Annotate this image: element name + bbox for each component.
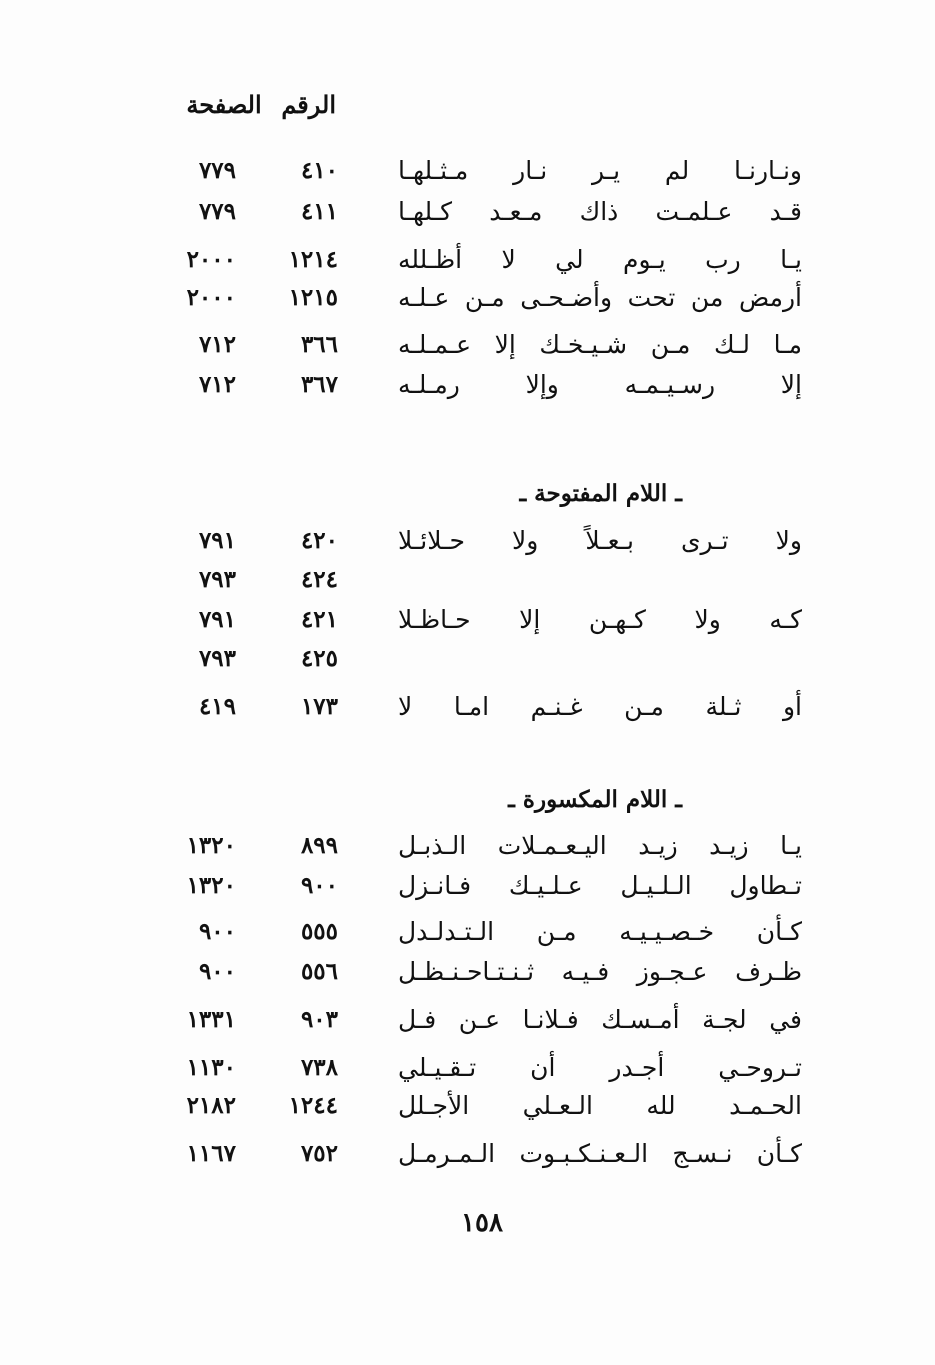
table-row — [0, 521, 935, 561]
verse-number: ٥٥٥ — [300, 918, 338, 945]
table-row — [0, 639, 935, 679]
verse-text: كـأن خـصـيـيـه مـن الـتـدلـدل — [398, 917, 802, 946]
verse-number: ٥٥٦ — [300, 958, 338, 985]
verse-text: يـا رب يـوم لي لا أظـلله — [398, 245, 802, 274]
verse-text: أو ثـلة مـن غـنـم امـا لا — [398, 692, 802, 721]
verse-number: ٤٢٠ — [300, 527, 338, 554]
verse-text: ظـرف عـجـوز فـيـه ثـنـتـاحـنـظـل — [398, 957, 802, 986]
verse-text: ونـارنـا لم يـر نـار مـثـلهـا — [398, 156, 802, 185]
page-reference: ٧٩٣ — [198, 645, 236, 672]
section-title: ـ اللام المكسورة ـ — [508, 786, 682, 813]
table-row — [0, 151, 935, 191]
page-reference: ٢٠٠٠ — [186, 284, 236, 311]
verse-number: ٤٢٥ — [300, 645, 338, 672]
verse-number: ١٢٤٤ — [288, 1092, 338, 1119]
number-column-header: الرقم — [281, 90, 336, 119]
page-reference: ٧١٢ — [198, 371, 236, 398]
table-row — [0, 1000, 935, 1040]
table-row — [0, 240, 935, 280]
page-reference: ١٣٢٠ — [186, 872, 236, 899]
table-row — [0, 192, 935, 232]
verse-number: ١٢١٥ — [288, 284, 338, 311]
page-reference: ٧١٢ — [198, 331, 236, 358]
verse-number: ٣٦٧ — [300, 371, 338, 398]
verse-number: ٩٠٠ — [300, 872, 338, 899]
verse-text: كـأن نـسـج الـعـنـكـبـوت الـمـرمـل — [398, 1139, 802, 1168]
verse-text: مـا لـك مـن شـيـخـك إلا عـمـلـه — [398, 330, 802, 359]
verse-number: ٩٠٣ — [300, 1006, 338, 1033]
table-row — [0, 1134, 935, 1174]
page-reference: ١١٦٧ — [186, 1140, 236, 1167]
verse-number: ١٢١٤ — [288, 246, 338, 273]
page-reference: ٤١٩ — [198, 693, 236, 720]
verse-text: قـد عـلمـت ذاك مـعـد كـلهـا — [398, 197, 802, 226]
page-reference: ١٣٣١ — [186, 1006, 236, 1033]
page-reference: ٧٩١ — [198, 606, 236, 633]
table-row — [0, 600, 935, 640]
verse-text: أرمض من تحت وأضـحـى مـن عـلـه — [398, 283, 802, 312]
page-reference: ٧٩٣ — [198, 566, 236, 593]
table-row — [0, 912, 935, 952]
page-column-header: الصفحة — [186, 90, 262, 119]
verse-number: ٨٩٩ — [300, 832, 338, 859]
table-row — [0, 866, 935, 906]
table-row — [0, 1086, 935, 1126]
page-reference: ٢١٨٢ — [186, 1092, 236, 1119]
verse-text: يـا زيـد زيـد اليـعـمـلات الـذبـل — [398, 831, 802, 860]
verse-number: ٣٦٦ — [300, 331, 338, 358]
table-row — [0, 952, 935, 992]
page-reference: ٩٠٠ — [198, 958, 236, 985]
page-reference: ١٣٢٠ — [186, 832, 236, 859]
verse-number: ٤١١ — [300, 198, 338, 225]
verse-text: ولا تـرى بـعـلاً ولا حـلائـلا — [398, 526, 802, 555]
verse-number: ٤١٠ — [300, 157, 338, 184]
table-row — [0, 278, 935, 318]
verse-number: ٧٣٨ — [300, 1054, 338, 1081]
table-row — [0, 1048, 935, 1088]
verse-text: إلا رسـيـمـه وإلا رمـلـه — [398, 370, 802, 399]
table-row — [0, 687, 935, 727]
page-reference: ٢٠٠٠ — [186, 246, 236, 273]
verse-text: تـطاول الـلـيـل عـلـيـك فـانـزل — [398, 871, 802, 900]
page-reference: ٧٧٩ — [198, 157, 236, 184]
verse-text: في لجـة أمـسـك فـلانـا عـن فـل — [398, 1005, 802, 1034]
page-reference: ٧٩١ — [198, 527, 236, 554]
verse-text: تـروحـي أجـدر أن تـقـيـلي — [398, 1053, 802, 1082]
table-row — [0, 826, 935, 866]
page-number: ١٥٨ — [461, 1208, 503, 1238]
page-reference: ٧٧٩ — [198, 198, 236, 225]
page-reference: ٩٠٠ — [198, 918, 236, 945]
verse-number: ٤٢١ — [300, 606, 338, 633]
verse-number: ٤٢٤ — [300, 566, 338, 593]
table-row — [0, 365, 935, 405]
page-reference: ١١٣٠ — [186, 1054, 236, 1081]
section-title: ـ اللام المفتوحة ـ — [519, 480, 682, 507]
table-row — [0, 560, 935, 600]
table-row — [0, 325, 935, 365]
verse-text: كـه ولا كـهـن إلا حـاظـلا — [398, 605, 802, 634]
verse-number: ٧٥٢ — [300, 1140, 338, 1167]
verse-number: ١٧٣ — [300, 693, 338, 720]
verse-text: الحـمـد لله الـعـلي الأجـلل — [398, 1091, 802, 1120]
